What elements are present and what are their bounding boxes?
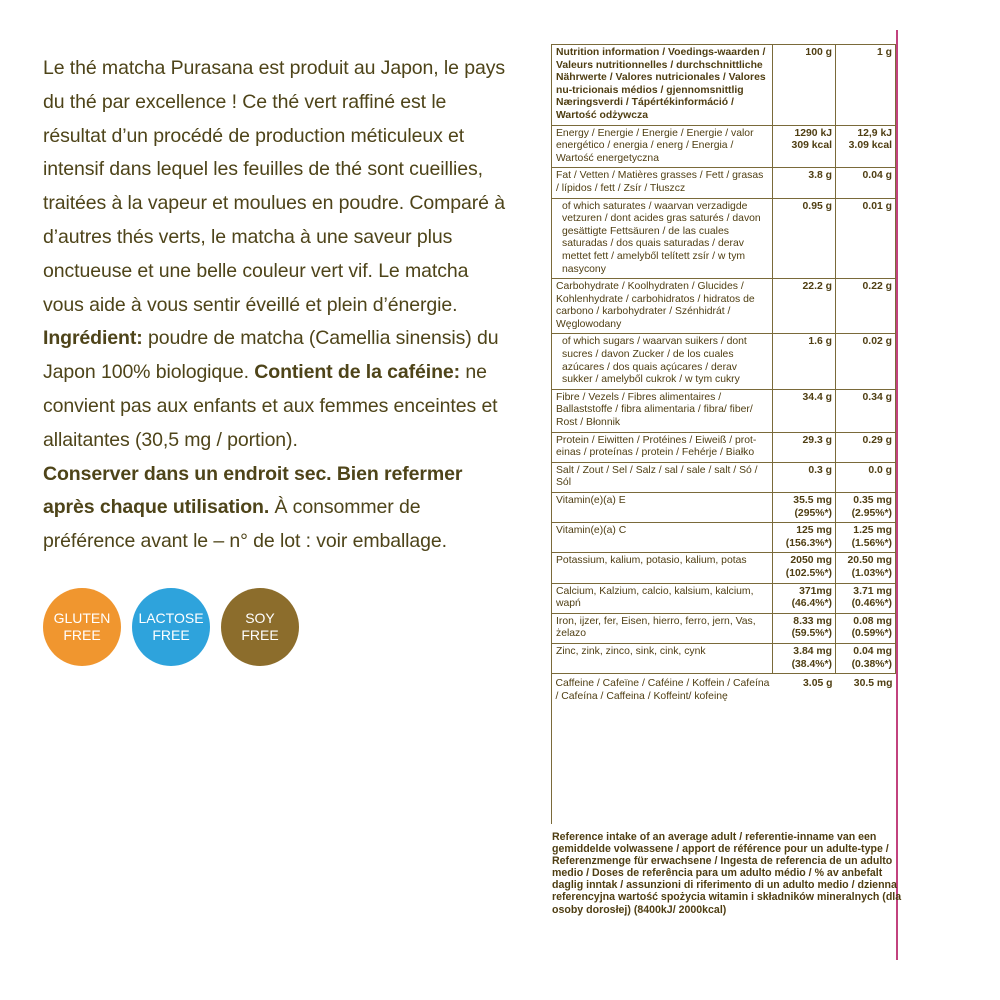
nutrition-header-row [552, 45, 896, 126]
value-per-100g: 3.8 g [773, 168, 836, 198]
nutrition-row [552, 198, 896, 279]
badge-line1: SOY [245, 610, 275, 626]
nutrient-label: Zinc, zink, zinco, sink, cink, cynk [552, 643, 773, 673]
badge-line2: FREE [152, 627, 190, 643]
value-per-1g: 0.22 g [836, 279, 896, 334]
nutrient-label: Iron, ijzer, fer, Eisen, hierro, ferro, jern, Vas, żelazo [552, 613, 773, 643]
value-per-1g: 0.0 g [836, 462, 896, 492]
value-per-1g: 0.08 mg (0.59%*) [836, 613, 896, 643]
reference-intake-note: Reference intake of an average adult / referentie-inname van een gemiddelde volwassene / apport de référence pour un adulte-type / Referenzmenge für erwachsene / Ingesta de referencia de un adulto medio / Doses de referência para um adulto médio / % av anbefalt daglig inntak / assunzioni di riferimento di un adulto medio / dzienna referencyjna wartość spożycia witamin i składników mineralnych (dla osoby dorosłej) (8400kJ/ 2000kcal) [552, 831, 902, 916]
nutrient-label: Vitamin(e)(a) C [552, 523, 773, 553]
caffeine-per-100g: 3.05 g [803, 678, 833, 690]
nutrition-row [552, 583, 896, 613]
value-per-1g: 3.71 mg (0.46%*) [836, 583, 896, 613]
caffeine-text: ne convient pas aux enfants et aux femmes enceintes et allaitantes (30,5 mg / portion). [43, 361, 498, 451]
nutrient-label: Vitamin(e)(a) E [552, 493, 773, 523]
value-per-100g: 0.3 g [773, 462, 836, 492]
nutrient-label: Salt / Zout / Sel / Salz / sal / sale / salt / Só / Sól [552, 462, 773, 492]
ingredient-text: poudre de matcha (Camellia sinensis) du Japon 100% biologique. [43, 327, 499, 384]
nutrient-label: Calcium, Kalzium, calcio, kalsium, kalcium, wapń [552, 583, 773, 613]
description-paragraph: Le thé matcha Purasana est produit au Japon, le pays du thé par excellence ! Ce thé vert raffiné est le résultat d’un procédé de production méticuleux et intensif dans lequel les feuilles de thé sont cueillies, traitées à la vapeur et moulues en poudre. Comparé à d’autres thés verts, le matcha à une saveur plus onctueuse et une belle couleur vert vif. Le matcha vous aide à vous sentir éveillé et plein d’énergie. [43, 57, 506, 316]
nutrition-row [552, 643, 896, 673]
nutrition-table [551, 44, 896, 705]
nutrition-row [552, 125, 896, 168]
storage-label: Conserver dans un endroit sec. Bien refermer après chaque utilisation. [43, 462, 463, 519]
value-per-100g: 1290 kJ 309 kcal [773, 125, 836, 168]
nutrition-row [552, 462, 896, 492]
value-per-1g: 0.35 mg (2.95%*) [836, 493, 896, 523]
value-per-1g: 12,9 kJ 3.09 kcal [836, 125, 896, 168]
value-per-100g: 1.6 g [773, 334, 836, 389]
value-per-1g: 20.50 mg (1.03%*) [836, 553, 896, 583]
nutrient-label: Fibre / Vezels / Fibres alimentaires / Ballaststoffe / fibra alimentaria / fibra/ fiber/ Rost / Błonnik [552, 389, 773, 432]
value-per-100g: 22.2 g [773, 279, 836, 334]
value-per-100g: 29.3 g [773, 432, 836, 462]
storage-text: À consommer de préférence avant le – n° de lot : voir emballage. [43, 496, 447, 553]
nutrient-label: Fat / Vetten / Matières grasses / Fett / grasas / lípidos / fett / Zsír / Tłuszcz [552, 168, 773, 198]
nutrient-label: of which saturates / waarvan verzadigde vetzuren / dont acides gras saturés / davon gesättigte Fettsäuren / de las cuales saturadas / dos quais saturadas / derav mettet fett / amelyből telített zsír / w tym nasycony [552, 198, 773, 279]
nutrient-label: Energy / Energie / Energie / Energie / valor energético / energia / energ / Energia / Wartość energetyczna [552, 125, 773, 168]
value-per-100g: 3.84 mg (38.4%*) [773, 643, 836, 673]
nutrient-label: of which sugars / waarvan suikers / dont sucres / davon Zucker / de los cuales azúcares / dos quais açúcares / derav sukker / amelyből cukrok / w tym cukry [552, 334, 773, 389]
value-per-100g: 34.4 g [773, 389, 836, 432]
nutrient-label: Carbohydrate / Koolhydraten / Glucides / Kohlenhydrate / carbohidratos / hidratos de carbono / karbohydrater / Szénhidrát / Węglowodany [552, 279, 773, 334]
badge-line1: LACTOSE [138, 610, 204, 626]
value-per-1g: 0.04 mg (0.38%*) [836, 643, 896, 673]
nutrition-row [552, 493, 896, 523]
caffeine-row [552, 674, 896, 706]
value-per-100g: 125 mg (156.3%*) [773, 523, 836, 553]
gluten-free-badge [43, 588, 121, 666]
nutrient-label: Protein / Eiwitten / Protéines / Eiweiß / prot-einas / proteínas / protein / Fehérje / Białko [552, 432, 773, 462]
nutrition-row [552, 553, 896, 583]
value-per-100g: 8.33 mg (59.5%*) [773, 613, 836, 643]
nutrition-row [552, 389, 896, 432]
value-per-100g: 2050 mg (102.5%*) [773, 553, 836, 583]
value-per-100g: 35.5 mg (295%*) [773, 493, 836, 523]
value-per-100g: 0.95 g [773, 198, 836, 279]
nutrition-row [552, 613, 896, 643]
allergen-badges [43, 588, 299, 666]
cut-line [896, 30, 898, 960]
value-per-1g: 0.01 g [836, 198, 896, 279]
nutrition-row [552, 432, 896, 462]
value-per-100g: 371mg (46.4%*) [773, 583, 836, 613]
value-per-1g: 0.02 g [836, 334, 896, 389]
value-per-1g: 0.29 g [836, 432, 896, 462]
value-per-1g: 0.34 g [836, 389, 896, 432]
nutrient-label: Potassium, kalium, potasio, kalium, potas [552, 553, 773, 583]
badge-line2: FREE [63, 627, 101, 643]
soy-free-badge [221, 588, 299, 666]
ingredient-label: Ingrédient: [43, 327, 143, 350]
caffeine-per-1g: 30.5 mg [853, 678, 893, 690]
column-1g: 1 g [836, 45, 896, 126]
nutrition-header-label: Nutrition information / Voedings-waarden / Valeurs nutritionnelles / durchschnittliche Nährwerte / Valores nutricionales / Valores nu-tricionais médios / gjennomsnittlig Næringsverdi / Tápértékinformáció / Wartość odżywcza [552, 45, 773, 126]
badge-line1: GLUTEN [53, 610, 111, 626]
value-per-1g: 0.04 g [836, 168, 896, 198]
nutrition-row [552, 168, 896, 198]
product-description [43, 52, 513, 559]
value-per-1g: 1.25 mg (1.56%*) [836, 523, 896, 553]
nutrition-row [552, 523, 896, 553]
lactose-free-badge [132, 588, 210, 666]
caffeine-label: Caffeine / Cafeïne / Caféine / Koffein / Cafeína / Cafeína / Caffeina / Koffeint/ kofeinę [555, 678, 770, 702]
nutrition-row [552, 279, 896, 334]
nutrition-row [552, 334, 896, 389]
caffeine-label: Contient de la caféine: [254, 361, 461, 384]
column-100g: 100 g [773, 45, 836, 126]
badge-line2: FREE [241, 627, 279, 643]
